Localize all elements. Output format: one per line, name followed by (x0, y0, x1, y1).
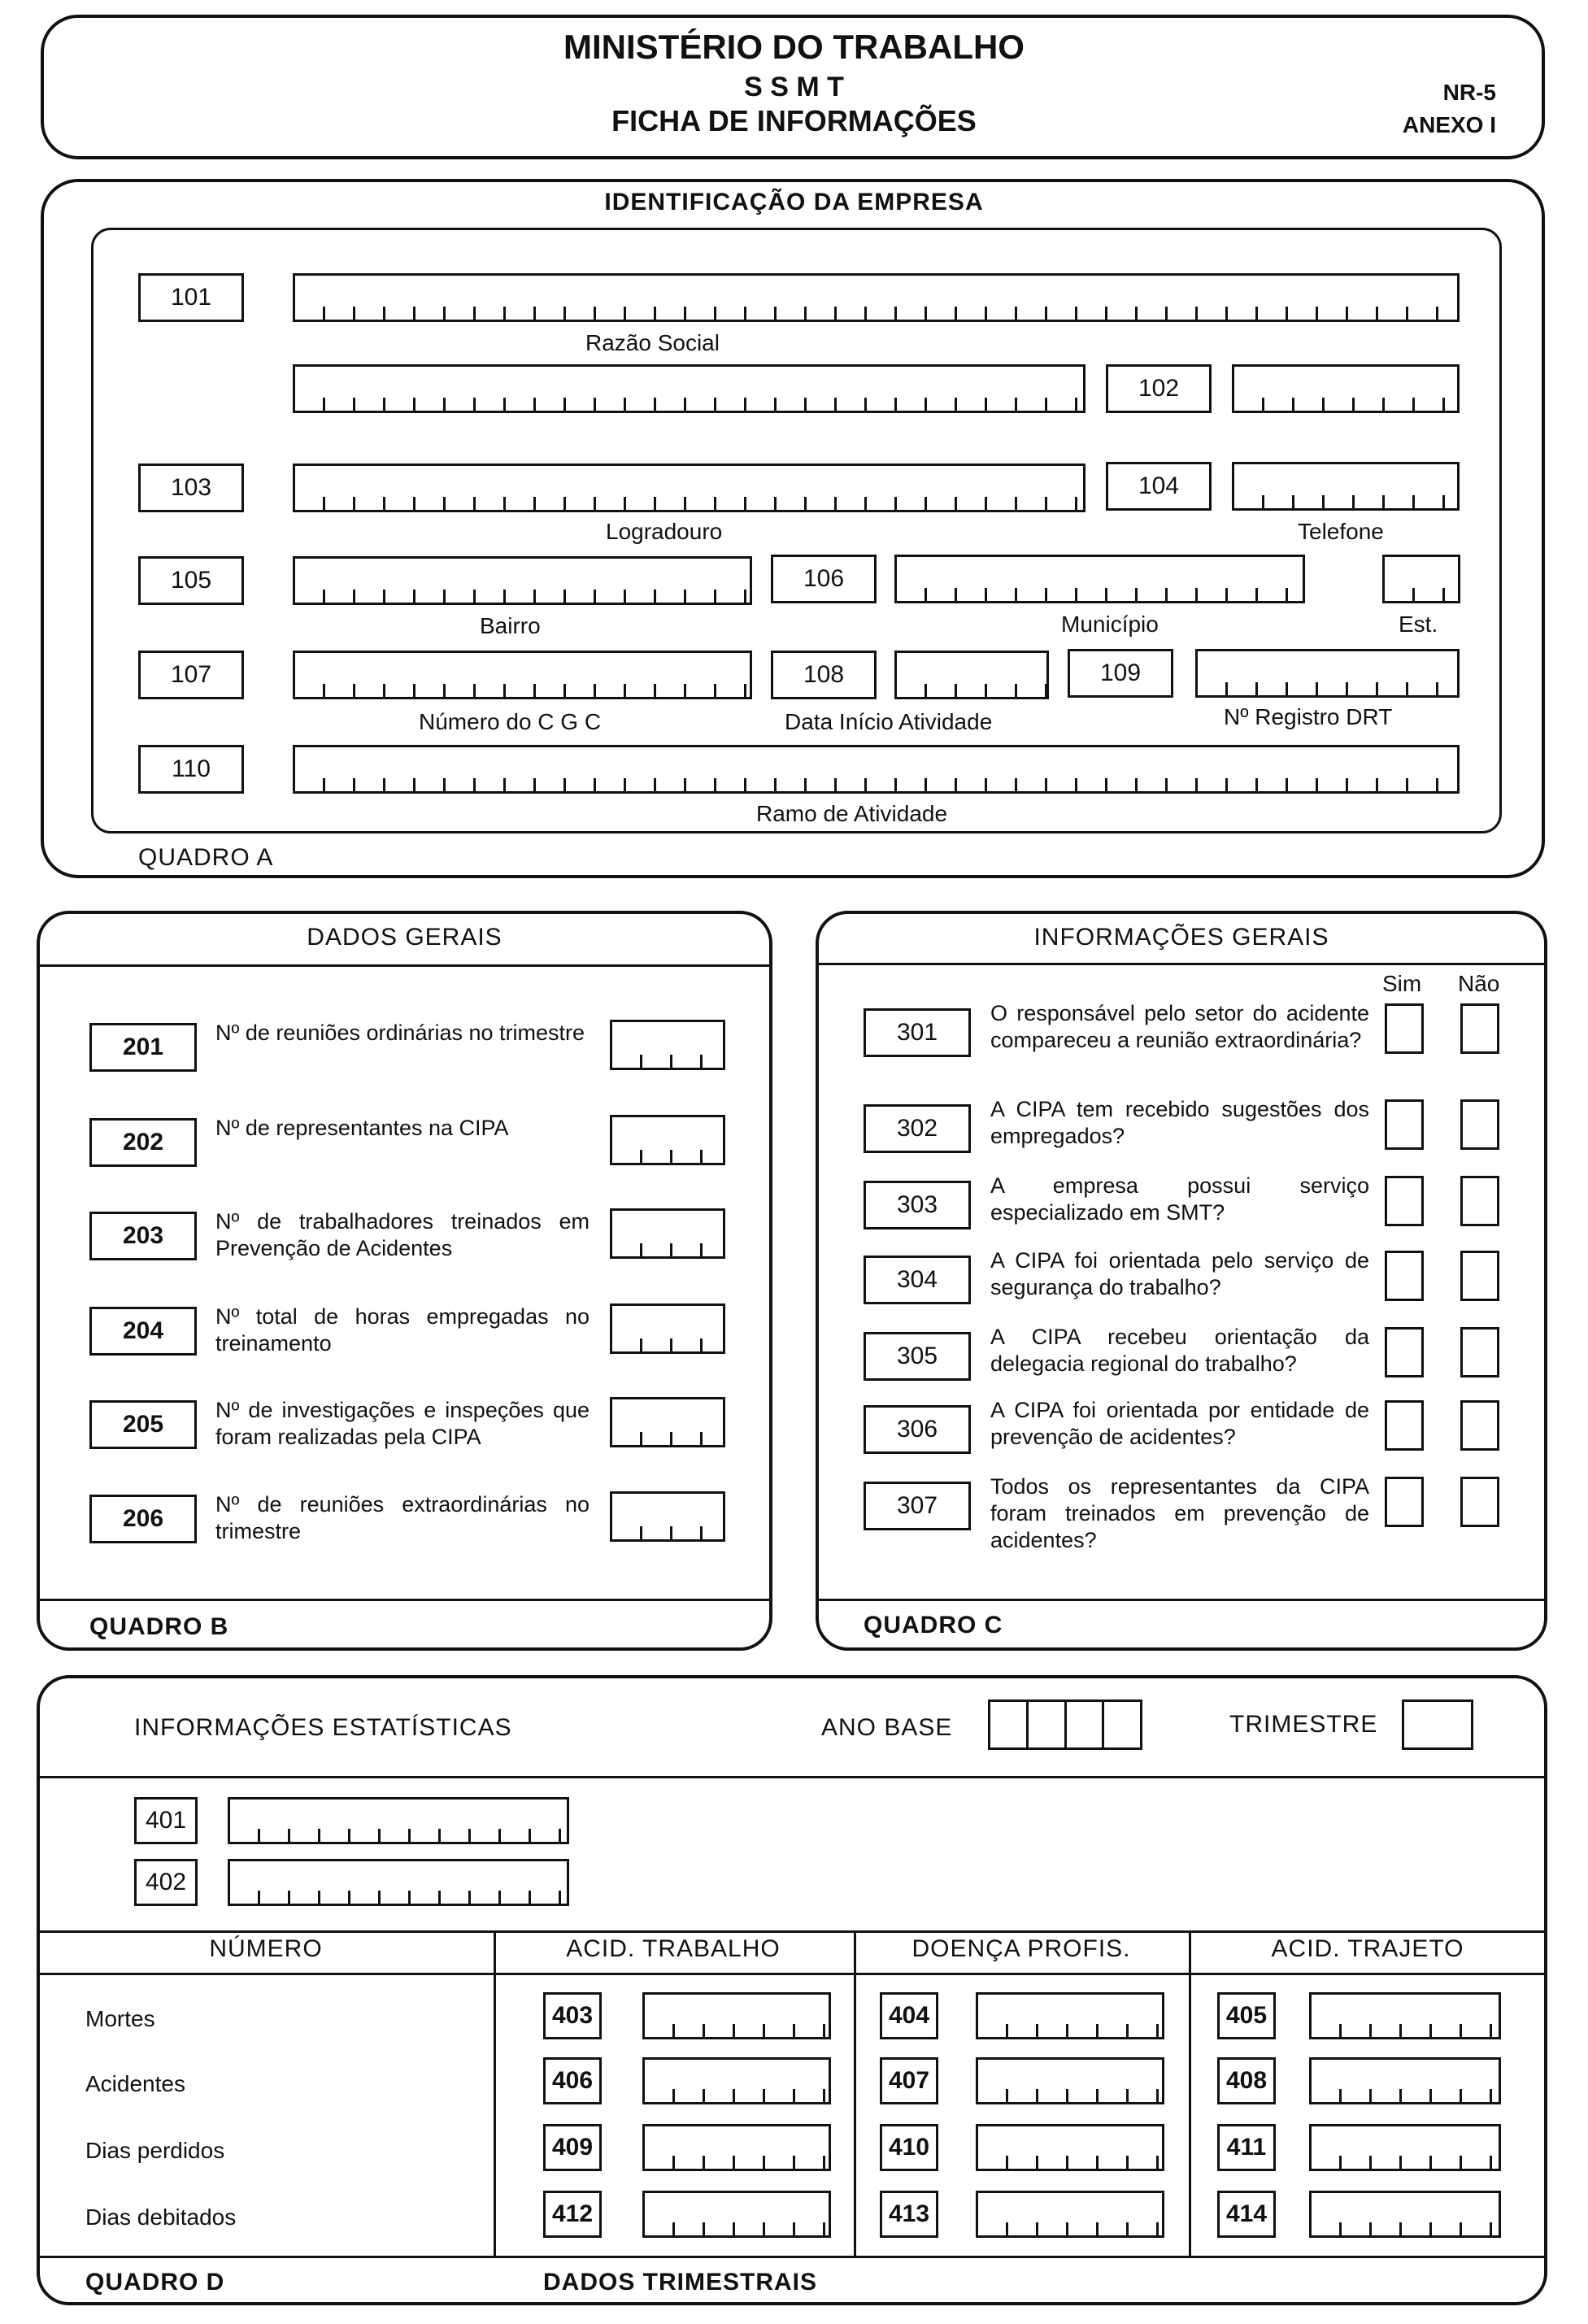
table-header-line (38, 1973, 1546, 1975)
answer-204-field[interactable] (610, 1303, 725, 1354)
municipio-label: Município (1061, 611, 1159, 637)
telefone-field[interactable] (1232, 462, 1460, 511)
question-202-text: Nº de representantes na CIPA (215, 1116, 509, 1140)
nr-label: NR-5 (1442, 80, 1496, 105)
ano-base-label: ANO BASE (821, 1714, 953, 1741)
bairro-field[interactable] (293, 556, 752, 605)
telefone-label: Telefone (1298, 519, 1384, 544)
code-410: 410 (880, 2124, 938, 2171)
code-401: 401 (134, 1797, 198, 1844)
answer-202-field[interactable] (610, 1115, 725, 1165)
quadro-d-footer: QUADRO D (85, 2269, 225, 2296)
ministry-title: MINISTÉRIO DO TRABALHO (563, 28, 1025, 66)
question-304-text: A CIPA foi orientada pelo serviço de segurança do trabalho? (990, 1248, 1369, 1299)
field-409[interactable] (642, 2124, 831, 2171)
nao-301-checkbox[interactable] (1460, 1003, 1499, 1054)
code-103: 103 (138, 463, 244, 512)
sim-303-checkbox[interactable] (1385, 1176, 1424, 1226)
code-407: 407 (880, 2057, 938, 2104)
code-304: 304 (864, 1256, 971, 1304)
code-202: 202 (89, 1118, 197, 1167)
question-306-text: A CIPA foi orientada por entidade de prevenção de acidentes? (990, 1398, 1369, 1449)
question-203-text: Nº de trabalhadores treinados em Prevenção de Acidentes (215, 1209, 590, 1260)
question-307-text: Todos os representantes da CIPA foram treinados em prevenção de acidentes? (990, 1474, 1369, 1552)
ano-base-field[interactable] (988, 1699, 1142, 1750)
estado-label: Est. (1399, 611, 1438, 637)
code-402: 402 (134, 1859, 198, 1906)
razao-social-field-1[interactable] (293, 273, 1460, 322)
nao-302-checkbox[interactable] (1460, 1099, 1499, 1150)
table-col-divider-1 (494, 1930, 496, 2256)
field-102[interactable] (1232, 364, 1460, 413)
code-302: 302 (864, 1104, 971, 1153)
code-305: 305 (864, 1332, 971, 1381)
quadro-d-header-divider (38, 1776, 1546, 1778)
row-label-1: Acidentes (85, 2071, 185, 2096)
quadro-a-footer: QUADRO A (138, 844, 274, 871)
code-303: 303 (864, 1181, 971, 1229)
field-412[interactable] (642, 2191, 831, 2238)
question-205-text: Nº de investigações e inspeções que foram realizadas pela CIPA (215, 1398, 590, 1449)
row-label-0: Mortes (85, 2006, 155, 2031)
sim-305-checkbox[interactable] (1385, 1327, 1424, 1377)
code-102: 102 (1106, 364, 1212, 413)
question-206-text: Nº de reuniões extraordinárias no trimestre (215, 1492, 590, 1543)
code-413: 413 (880, 2191, 938, 2238)
field-411[interactable] (1309, 2124, 1501, 2171)
table-top-line (38, 1930, 1546, 1933)
answer-205-field[interactable] (610, 1397, 725, 1447)
quadro-c-title: INFORMAÇÕES GERAIS (1033, 924, 1329, 951)
field-404[interactable] (976, 1992, 1164, 2039)
nao-305-checkbox[interactable] (1460, 1327, 1499, 1377)
quadro-b-footer: QUADRO B (89, 1613, 229, 1640)
code-110: 110 (138, 745, 244, 794)
trimestre-label: TRIMESTRE (1229, 1711, 1378, 1738)
question-201-text: Nº de reuniões ordinárias no trimestre (215, 1021, 585, 1045)
answer-203-field[interactable] (610, 1208, 725, 1259)
answer-201-field[interactable] (610, 1020, 725, 1070)
code-307: 307 (864, 1482, 971, 1530)
quadro-b-title: DADOS GERAIS (307, 924, 503, 951)
code-409: 409 (543, 2124, 602, 2171)
field-407[interactable] (976, 2057, 1164, 2104)
table-bottom-line (38, 2256, 1546, 2258)
code-404: 404 (880, 1992, 938, 2039)
estado-field[interactable] (1382, 555, 1460, 603)
code-301: 301 (864, 1008, 971, 1057)
code-108: 108 (771, 651, 877, 699)
field-402[interactable] (228, 1859, 569, 1906)
registro-drt-label: Nº Registro DRT (1224, 704, 1393, 729)
municipio-field[interactable] (894, 555, 1305, 603)
razao-social-field-2[interactable] (293, 364, 1085, 413)
nao-header: Não (1458, 971, 1500, 996)
trimestre-field[interactable] (1402, 1699, 1473, 1750)
code-405: 405 (1217, 1992, 1276, 2039)
code-205: 205 (89, 1400, 197, 1449)
quadro-c-footer: QUADRO C (864, 1612, 1003, 1639)
code-101: 101 (138, 273, 244, 322)
column-header-0: NÚMERO (209, 1935, 323, 1962)
form-title: FICHA DE INFORMAÇÕES (611, 104, 977, 137)
code-408: 408 (1217, 2057, 1276, 2104)
sim-306-checkbox[interactable] (1385, 1400, 1424, 1451)
answer-206-field[interactable] (610, 1491, 725, 1542)
code-411: 411 (1217, 2124, 1276, 2171)
code-412: 412 (543, 2191, 602, 2238)
field-414[interactable] (1309, 2191, 1501, 2238)
column-header-1: ACID. TRABALHO (566, 1935, 781, 1962)
bairro-label: Bairro (480, 613, 541, 638)
ramo-atividade-field[interactable] (293, 745, 1460, 794)
question-204-text: Nº total de horas empregadas no treinamento (215, 1304, 590, 1356)
question-301-text: O responsável pelo setor do acidente compareceu a reunião extraordinária? (990, 1001, 1369, 1052)
code-104: 104 (1106, 462, 1212, 511)
code-107: 107 (138, 651, 244, 699)
code-306: 306 (864, 1405, 971, 1454)
sim-304-checkbox[interactable] (1385, 1251, 1424, 1301)
quadro-b-footer-divider (38, 1599, 771, 1601)
code-201: 201 (89, 1023, 197, 1072)
field-401[interactable] (228, 1797, 569, 1844)
nao-306-checkbox[interactable] (1460, 1400, 1499, 1451)
column-header-3: ACID. TRAJETO (1271, 1935, 1464, 1962)
nao-304-checkbox[interactable] (1460, 1251, 1499, 1301)
table-col-divider-2 (854, 1930, 856, 2256)
field-405[interactable] (1309, 1992, 1501, 2039)
sim-307-checkbox[interactable] (1385, 1477, 1424, 1527)
field-408[interactable] (1309, 2057, 1501, 2104)
quadro-c-footer-divider (817, 1599, 1546, 1601)
data-inicio-field[interactable] (894, 651, 1049, 699)
ramo-atividade-label: Ramo de Atividade (756, 801, 948, 826)
quadro-c-title-divider (817, 963, 1546, 965)
sim-302-checkbox[interactable] (1385, 1099, 1424, 1150)
field-410[interactable] (976, 2124, 1164, 2171)
registro-drt-field[interactable] (1195, 649, 1460, 698)
annex-label: ANEXO I (1402, 112, 1496, 137)
row-label-3: Dias debitados (85, 2204, 237, 2230)
field-403[interactable] (642, 1992, 831, 2039)
nao-307-checkbox[interactable] (1460, 1477, 1499, 1527)
code-109: 109 (1068, 649, 1173, 698)
logradouro-label: Logradouro (606, 519, 723, 544)
razao-social-label: Razão Social (585, 330, 720, 355)
field-413[interactable] (976, 2191, 1164, 2238)
quadro-d-footer-subtitle: DADOS TRIMESTRAIS (543, 2269, 818, 2296)
sim-301-checkbox[interactable] (1385, 1003, 1424, 1054)
quadro-a-title: IDENTIFICAÇÃO DA EMPRESA (604, 189, 984, 215)
sim-header: Sim (1382, 971, 1422, 996)
code-106: 106 (771, 555, 877, 603)
question-302-text: A CIPA tem recebido sugestões dos empregados? (990, 1097, 1369, 1148)
code-406: 406 (543, 2057, 602, 2104)
question-305-text: A CIPA recebeu orientação da delegacia regional do trabalho? (990, 1325, 1369, 1376)
table-col-divider-3 (1189, 1930, 1191, 2256)
row-label-2: Dias perdidos (85, 2138, 225, 2163)
quadro-d-title: INFORMAÇÕES ESTATÍSTICAS (134, 1714, 512, 1741)
logradouro-field[interactable] (293, 463, 1085, 512)
code-203: 203 (89, 1212, 197, 1260)
field-406[interactable] (642, 2057, 831, 2104)
column-header-2: DOENÇA PROFIS. (911, 1935, 1131, 1962)
code-105: 105 (138, 556, 244, 605)
quadro-b-title-divider (38, 964, 771, 967)
nao-303-checkbox[interactable] (1460, 1176, 1499, 1226)
department-title: S S M T (744, 72, 844, 102)
code-204: 204 (89, 1307, 197, 1356)
code-403: 403 (543, 1992, 602, 2039)
code-414: 414 (1217, 2191, 1276, 2238)
cgc-field[interactable] (293, 651, 752, 699)
code-206: 206 (89, 1495, 197, 1543)
data-inicio-label: Data Início Atividade (785, 709, 993, 734)
cgc-label: Número do C G C (419, 709, 602, 734)
question-303-text: A empresa possui serviço especializado em SMT? (990, 1173, 1369, 1225)
